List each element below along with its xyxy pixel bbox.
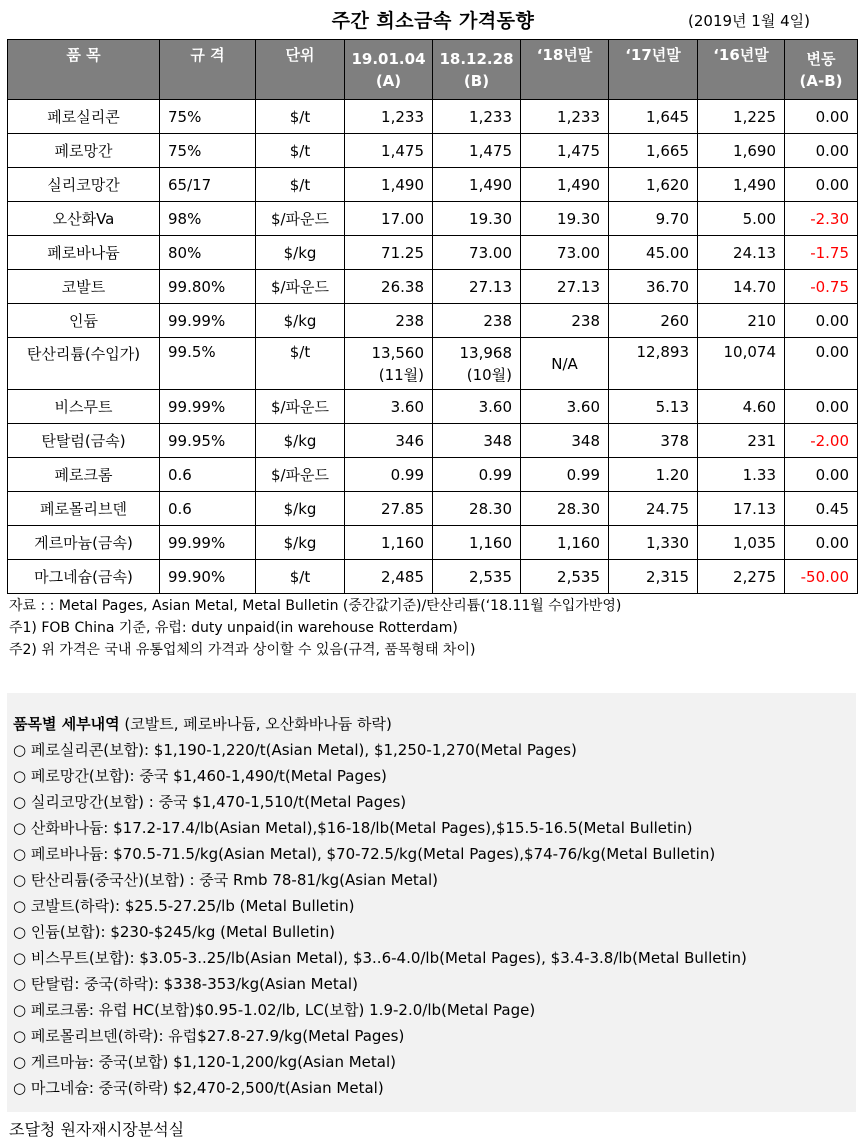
notes <box>9 595 621 661</box>
column-header-label: 단위 <box>285 46 315 64</box>
cell-item-name: 페로실리콘 <box>8 100 160 134</box>
cell-2017-end: 45.00 <box>609 236 698 270</box>
cell-item-name: 페로몰리브덴 <box>8 492 160 526</box>
cell-2017-end: 378 <box>609 424 698 458</box>
cell-unit: $/kg <box>256 236 345 270</box>
cell-change: -0.75 <box>785 270 858 304</box>
cell-price-b: 3.60 <box>433 390 521 424</box>
cell-2016-end: 231 <box>698 424 785 458</box>
cell-price-b: 238 <box>433 304 521 338</box>
cell-2016-end: 14.70 <box>698 270 785 304</box>
cell-item-name: 실리코망간 <box>8 168 160 202</box>
cell-2017-end: 2,315 <box>609 560 698 594</box>
column-header-sublabel: (A-B) <box>799 71 843 90</box>
cell-2016-end: 1.33 <box>698 458 785 492</box>
cell-unit: $/kg <box>256 492 345 526</box>
cell-unit: $/파운드 <box>256 458 345 492</box>
column-header-label: 규 격 <box>190 46 225 64</box>
cell-unit: $/파운드 <box>256 202 345 236</box>
column-header-sublabel: (A) <box>375 71 402 90</box>
cell-2018-end: 3.60 <box>521 390 609 424</box>
cell-spec: 98% <box>160 202 256 236</box>
table-row <box>8 424 858 458</box>
source-note: 자료 : : Metal Pages, Asian Metal, Metal Bulletin (중간값기준)/탄산리튬(‘18.11월 수입가반영) <box>9 598 622 614</box>
cell-2016-end: 1,225 <box>698 100 785 134</box>
cell-2016-end: 10,074 <box>698 338 785 390</box>
cell-unit: $/t <box>256 100 345 134</box>
cell-2017-end: 1,620 <box>609 168 698 202</box>
cell-2018-end: 1,475 <box>521 134 609 168</box>
column-header <box>433 40 521 100</box>
column-header-sublabel: (B) <box>463 71 490 90</box>
column-header <box>609 40 698 100</box>
cell-2017-end: 12,893 <box>609 338 698 390</box>
cell-change: 0.00 <box>785 304 858 338</box>
cell-spec: 75% <box>160 100 256 134</box>
table-row <box>8 304 858 338</box>
cell-item-name: 페로바나듐 <box>8 236 160 270</box>
cell-2016-end: 1,035 <box>698 526 785 560</box>
column-header-label: 품 목 <box>66 46 101 64</box>
footer-source: 조달청 원자재시장분석실 <box>9 1120 185 1139</box>
cell-price-a: 1,233 <box>345 100 433 134</box>
cell-price-a: 1,160 <box>345 526 433 560</box>
cell-price-b: 28.30 <box>433 492 521 526</box>
column-header <box>160 40 256 100</box>
cell-price-a: 26.38 <box>345 270 433 304</box>
column-header-label: 18.12.28 <box>439 49 514 68</box>
detail-item: ○ 탄탈럼: 중국(하락): $338-353/kg(Asian Metal) <box>13 975 358 993</box>
cell-2016-end: 1,690 <box>698 134 785 168</box>
cell-2017-end: 1,665 <box>609 134 698 168</box>
cell-2018-end: 28.30 <box>521 492 609 526</box>
note-2: 주2) 위 가격은 국내 유통업체의 가격과 상이할 수 있음(규격, 품목형태 차이) <box>9 642 476 658</box>
detail-item: ○ 페로실리콘(보합): $1,190-1,220/t(Asian Metal), $1,250-1,270(Metal Pages) <box>13 741 577 759</box>
table-row <box>8 390 858 424</box>
table-row <box>8 270 858 304</box>
detail-item: ○ 인듐(보합): $230-$245/kg (Metal Bulletin) <box>13 923 335 941</box>
cell-change: -50.00 <box>785 560 858 594</box>
column-header <box>8 40 160 100</box>
detail-title-rest: (코발트, 페로바나듐, 오산화바나듐 하락) <box>119 715 392 733</box>
detail-item: ○ 페로크롬: 유럽 HC(보합)$0.95-1.02/lb, LC(보합) 1.9-2.0/lb(Metal Page) <box>13 1001 536 1019</box>
cell-spec: 99.99% <box>160 526 256 560</box>
cell-unit: $/파운드 <box>256 270 345 304</box>
cell-price-a <box>345 338 433 390</box>
table-row <box>8 526 858 560</box>
cell-unit: $/kg <box>256 424 345 458</box>
cell-item-name: 인듐 <box>8 304 160 338</box>
cell-2018-end: 348 <box>521 424 609 458</box>
column-header <box>521 40 609 100</box>
cell-2018-end: N/A <box>521 338 609 390</box>
cell-2016-end: 210 <box>698 304 785 338</box>
cell-price-b: 2,535 <box>433 560 521 594</box>
cell-2017-end: 36.70 <box>609 270 698 304</box>
table-row <box>8 134 858 168</box>
cell-2017-end: 5.13 <box>609 390 698 424</box>
cell-unit: $/kg <box>256 526 345 560</box>
cell-spec: 65/17 <box>160 168 256 202</box>
column-header <box>256 40 345 100</box>
cell-2018-end: 73.00 <box>521 236 609 270</box>
cell-2018-end: 238 <box>521 304 609 338</box>
table-row <box>8 100 858 134</box>
cell-item-name: 마그네슘(금속) <box>8 560 160 594</box>
cell-2017-end: 1,645 <box>609 100 698 134</box>
detail-item: ○ 실리코망간(보합) : 중국 $1,470-1,510/t(Metal Pages) <box>13 793 407 811</box>
detail-items <box>13 737 856 1101</box>
column-header-label: ‘17년말 <box>625 46 681 64</box>
price-table <box>7 39 858 594</box>
cell-2018-end: 19.30 <box>521 202 609 236</box>
cell-item-name: 페로망간 <box>8 134 160 168</box>
cell-unit: $/파운드 <box>256 390 345 424</box>
cell-price-b <box>433 338 521 390</box>
cell-price-b: 1,160 <box>433 526 521 560</box>
cell-price-a: 2,485 <box>345 560 433 594</box>
detail-item: ○ 마그네슘: 중국(하락) $2,470-2,500/t(Asian Metal) <box>13 1079 384 1097</box>
cell-price-a: 27.85 <box>345 492 433 526</box>
page-title: 주간 희소금속 가격동향 <box>331 10 535 32</box>
table-row <box>8 168 858 202</box>
cell-item-name: 탄산리튬(수입가) <box>8 338 160 390</box>
detail-title <box>13 711 856 737</box>
cell-spec: 99.95% <box>160 424 256 458</box>
column-header <box>785 40 858 100</box>
cell-2016-end: 17.13 <box>698 492 785 526</box>
table-row <box>8 458 858 492</box>
detail-item: ○ 페로바나듐: $70.5-71.5/kg(Asian Metal), $70-72.5/kg(Metal Pages),$74-76/kg(Metal Bulletin) <box>13 845 716 863</box>
cell-change: 0.00 <box>785 390 858 424</box>
detail-section <box>7 693 856 1112</box>
cell-price-b: 1,233 <box>433 100 521 134</box>
cell-spec: 75% <box>160 134 256 168</box>
cell-spec: 99.80% <box>160 270 256 304</box>
cell-2016-end: 1,490 <box>698 168 785 202</box>
cell-spec: 99.99% <box>160 304 256 338</box>
cell-spec: 0.6 <box>160 492 256 526</box>
cell-change: 0.00 <box>785 134 858 168</box>
table-body <box>8 100 858 594</box>
cell-spec: 0.6 <box>160 458 256 492</box>
cell-2018-end: 1,233 <box>521 100 609 134</box>
cell-item-name: 게르마늄(금속) <box>8 526 160 560</box>
cell-item-name: 탄탈럼(금속) <box>8 424 160 458</box>
cell-price-a: 17.00 <box>345 202 433 236</box>
cell-2017-end: 1.20 <box>609 458 698 492</box>
cell-2017-end: 9.70 <box>609 202 698 236</box>
cell-unit: $/kg <box>256 304 345 338</box>
detail-item: ○ 비스무트(보합): $3.05-3..25/lb(Asian Metal), $3..6-4.0/lb(Metal Pages), $3.4-3.8/lb(Metal Bulletin) <box>13 949 747 967</box>
cell-price-b-period: (10월) <box>466 365 512 384</box>
table-row <box>8 202 858 236</box>
cell-unit: $/t <box>256 560 345 594</box>
detail-item: ○ 코발트(하락): $25.5-27.25/lb (Metal Bulletin) <box>13 897 355 915</box>
cell-2016-end: 5.00 <box>698 202 785 236</box>
detail-item: ○ 페로몰리브덴(하락): 유럽$27.8-27.9/kg(Metal Pages) <box>13 1027 405 1045</box>
cell-price-a: 238 <box>345 304 433 338</box>
cell-price-b: 19.30 <box>433 202 521 236</box>
cell-2018-end: 27.13 <box>521 270 609 304</box>
cell-price-a: 1,475 <box>345 134 433 168</box>
detail-title-bold: 품목별 세부내역 <box>13 715 120 733</box>
cell-2016-end: 4.60 <box>698 390 785 424</box>
table-row <box>8 560 858 594</box>
cell-2018-end: 2,535 <box>521 560 609 594</box>
cell-2016-end: 2,275 <box>698 560 785 594</box>
cell-unit: $/t <box>256 168 345 202</box>
cell-price-a-period: (11월) <box>378 365 424 384</box>
table-row <box>8 236 858 270</box>
cell-price-a: 1,490 <box>345 168 433 202</box>
cell-item-name: 비스무트 <box>8 390 160 424</box>
detail-item: ○ 페로망간(보합): 중국 $1,460-1,490/t(Metal Pages) <box>13 767 387 785</box>
column-header <box>698 40 785 100</box>
detail-item: ○ 게르마늄: 중국(보합) $1,120-1,200/kg(Asian Metal) <box>13 1053 396 1071</box>
cell-price-b: 348 <box>433 424 521 458</box>
detail-item: ○ 탄산리튬(중국산)(보합) : 중국 Rmb 78-81/kg(Asian Metal) <box>13 871 439 889</box>
cell-unit: $/t <box>256 338 345 390</box>
cell-change: -1.75 <box>785 236 858 270</box>
cell-item-name: 오산화Va <box>8 202 160 236</box>
cell-change: 0.00 <box>785 168 858 202</box>
report-date: (2019년 1월 4일) <box>688 12 810 30</box>
table-header-row <box>8 40 858 100</box>
cell-2018-end: 1,490 <box>521 168 609 202</box>
cell-spec: 99.90% <box>160 560 256 594</box>
column-header-label: ‘16년말 <box>713 46 769 64</box>
cell-item-name: 코발트 <box>8 270 160 304</box>
cell-2017-end: 260 <box>609 304 698 338</box>
cell-2018-end: 1,160 <box>521 526 609 560</box>
cell-price-a: 71.25 <box>345 236 433 270</box>
column-header-label: 19.01.04 <box>351 49 426 68</box>
cell-spec: 99.5% <box>160 338 256 390</box>
table-row <box>8 338 858 390</box>
cell-price-a: 0.99 <box>345 458 433 492</box>
column-header <box>345 40 433 100</box>
cell-price-b: 0.99 <box>433 458 521 492</box>
cell-change: -2.30 <box>785 202 858 236</box>
cell-change: 0.00 <box>785 458 858 492</box>
cell-item-name: 페로크롬 <box>8 458 160 492</box>
cell-price-b: 73.00 <box>433 236 521 270</box>
cell-price-b: 1,490 <box>433 168 521 202</box>
cell-price-a: 346 <box>345 424 433 458</box>
cell-spec: 80% <box>160 236 256 270</box>
cell-price-b: 1,475 <box>433 134 521 168</box>
cell-change: 0.00 <box>785 526 858 560</box>
cell-spec: 99.99% <box>160 390 256 424</box>
cell-change: 0.00 <box>785 338 858 390</box>
table-row <box>8 492 858 526</box>
cell-change: 0.00 <box>785 100 858 134</box>
detail-item: ○ 산화바나듐: $17.2-17.4/lb(Asian Metal),$16-18/lb(Metal Pages),$15.5-16.5(Metal Bulletin) <box>13 819 693 837</box>
note-1: 주1) FOB China 기준, 유럽: duty unpaid(in warehouse Rotterdam) <box>9 620 458 636</box>
cell-price-a: 3.60 <box>345 390 433 424</box>
cell-2017-end: 24.75 <box>609 492 698 526</box>
cell-unit: $/t <box>256 134 345 168</box>
cell-change: 0.45 <box>785 492 858 526</box>
cell-2017-end: 1,330 <box>609 526 698 560</box>
column-header-label: 변동 <box>806 49 836 68</box>
cell-2016-end: 24.13 <box>698 236 785 270</box>
cell-price-a-value: 13,560 <box>371 343 424 362</box>
cell-change: -2.00 <box>785 424 858 458</box>
column-header-label: ‘18년말 <box>536 46 593 64</box>
cell-price-b: 27.13 <box>433 270 521 304</box>
cell-price-b-value: 13,968 <box>459 343 512 362</box>
cell-2018-end: 0.99 <box>521 458 609 492</box>
